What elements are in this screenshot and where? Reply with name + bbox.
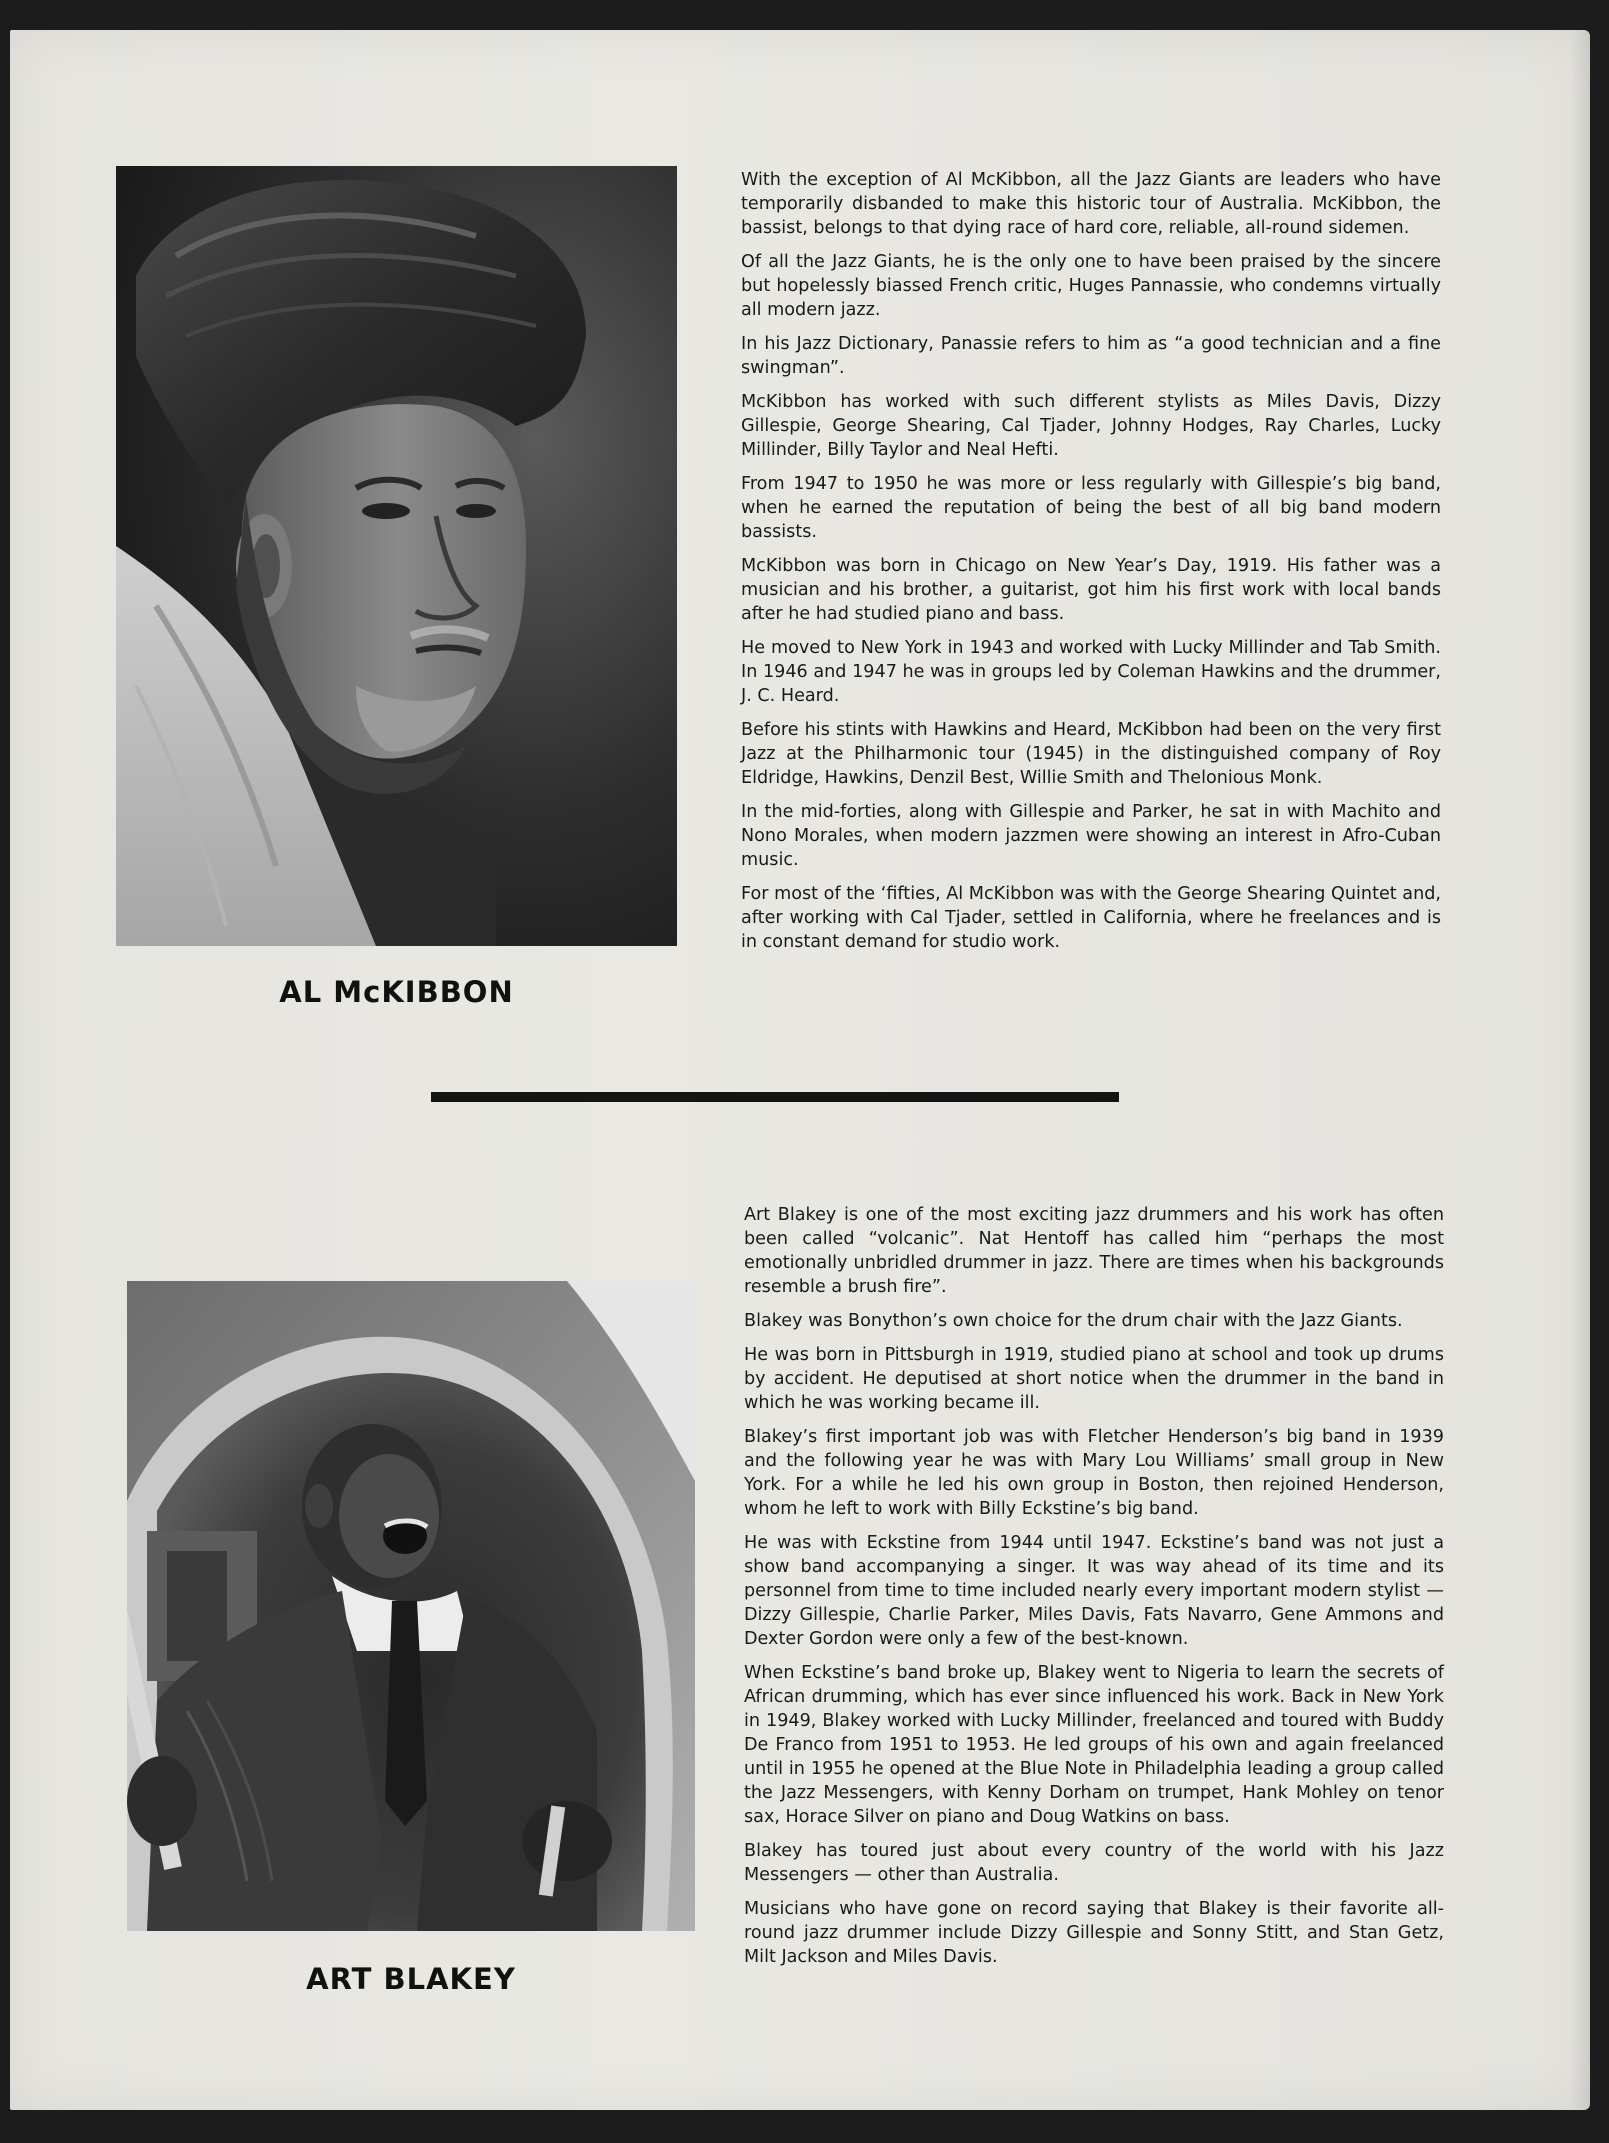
bio-paragraph: He was with Eckstine from 1944 until 1947. Eckstine’s band was not just a show band accompanying a singer. It was way ahead of its time and its personnel from time to time included nearly every important modern stylist — Dizzy Gillespie, Charlie Parker, Miles Davis, Fats Navarro, Gene Ammons and Dexter Gordon were only a few of the best-known.: [744, 1533, 1444, 1649]
al-mckibbon-caption: AL McKIBBON: [279, 975, 514, 1009]
bio-paragraph: He was born in Pittsburgh in 1919, studied piano at school and took up drums by accident. He deputised at short notice when the drummer in the band in which he was working became ill.: [744, 1345, 1444, 1413]
bio-paragraph: In the mid-forties, along with Gillespie and Parker, he sat in with Machito and Nono Morales, when modern jazzmen were showing an interest in Afro-Cuban music.: [741, 802, 1441, 870]
art-blakey-photo: [127, 1281, 695, 1931]
bio-paragraph: With the exception of Al McKibbon, all the Jazz Giants are leaders who have temporarily disbanded to make this historic tour of Australia. McKibbon, the bassist, belongs to that dying race of hard core, reliable, all-round sidemen.: [741, 170, 1441, 238]
bio-paragraph: Art Blakey is one of the most exciting jazz drummers and his work has often been called “volcanic”. Nat Hentoff has called him “perhaps the most emotionally unbridled drummer in jazz. There are times when his backgrounds resemble a brush fire”.: [744, 1205, 1444, 1297]
art-blakey-caption: ART BLAKEY: [306, 1962, 516, 1996]
bio-paragraph: Blakey was Bonython’s own choice for the drum chair with the Jazz Giants.: [744, 1311, 1403, 1331]
program-page: [10, 30, 1590, 2110]
section-divider: [431, 1092, 1119, 1102]
al-mckibbon-photo: [116, 166, 677, 946]
bio-paragraph: When Eckstine’s band broke up, Blakey went to Nigeria to learn the secrets of African drumming, which has ever since influenced his work. Back in New York in 1949, Blakey worked with Lucky Millinder, freelanced and toured with Buddy De Franco from 1951 to 1953. He led groups of his own and again freelanced until in 1955 he opened at the Blue Note in Philadelphia leading a group called the Jazz Messengers, with Kenny Dorham on trumpet, Hank Mohley on tenor sax, Horace Silver on piano and Doug Watkins on bass.: [744, 1663, 1444, 1827]
bio-paragraph: Musicians who have gone on record saying that Blakey is their favorite all-round jazz drummer include Dizzy Gillespie and Sonny Stitt, and Stan Getz, Milt Jackson and Miles Davis.: [744, 1899, 1444, 1967]
bio-paragraph: Blakey’s first important job was with Fletcher Henderson’s big band in 1939 and the following year he was with Mary Lou Williams’ small group in New York. For a while he led his own group in Boston, then rejoined Henderson, whom he left to work with Billy Eckstine’s big band.: [744, 1427, 1444, 1519]
bio-paragraph: He moved to New York in 1943 and worked with Lucky Millinder and Tab Smith. In 1946 and 1947 he was in groups led by Coleman Hawkins and the drummer, J. C. Heard.: [741, 638, 1441, 706]
bio-paragraph: From 1947 to 1950 he was more or less regularly with Gillespie’s big band, when he earned the reputation of being the best of all big band modern bassists.: [741, 474, 1441, 542]
al-mckibbon-bio: [741, 168, 1441, 964]
page-edge-shadow: [1570, 30, 1590, 2110]
art-blakey-bio: [744, 1203, 1444, 1979]
bio-paragraph: McKibbon was born in Chicago on New Year’s Day, 1919. His father was a musician and his brother, a guitarist, got him his first work with local bands after he had studied piano and bass.: [741, 556, 1441, 624]
bio-paragraph: For most of the ‘fifties, Al McKibbon was with the George Shearing Quintet and, after working with Cal Tjader, settled in California, where he freelances and is in constant demand for studio work.: [741, 884, 1441, 952]
bio-paragraph: McKibbon has worked with such different stylists as Miles Davis, Dizzy Gillespie, George Shearing, Cal Tjader, Johnny Hodges, Ray Charles, Lucky Millinder, Billy Taylor and Neal Hefti.: [741, 392, 1441, 460]
bio-paragraph: Blakey has toured just about every country of the world with his Jazz Messengers — other than Australia.: [744, 1841, 1444, 1885]
bio-paragraph: Of all the Jazz Giants, he is the only one to have been praised by the sincere but hopelessly biassed French critic, Huges Pannassie, who condemns virtually all modern jazz.: [741, 252, 1441, 320]
bio-paragraph: Before his stints with Hawkins and Heard, McKibbon had been on the very first Jazz at the Philharmonic tour (1945) in the distinguished company of Roy Eldridge, Hawkins, Denzil Best, Willie Smith and Thelonious Monk.: [741, 720, 1441, 788]
bio-paragraph: In his Jazz Dictionary, Panassie refers to him as “a good technician and a fine swingman”.: [741, 334, 1441, 378]
